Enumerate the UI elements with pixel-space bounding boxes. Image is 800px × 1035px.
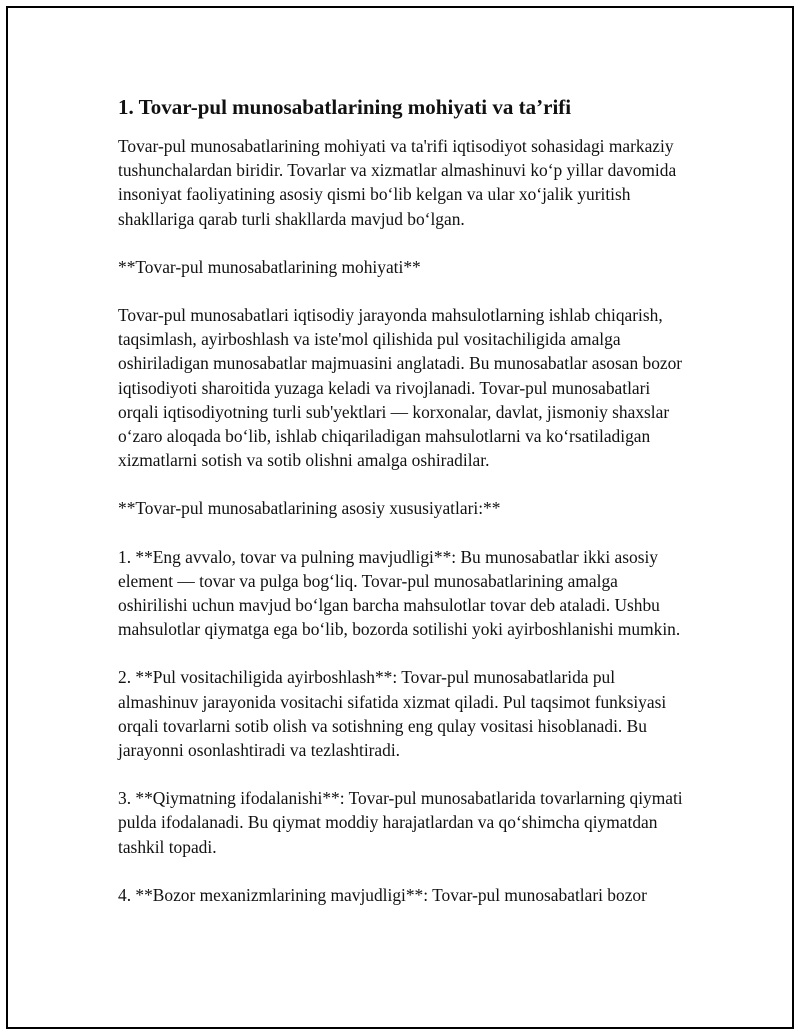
paragraph-intro: Tovar-pul munosabatlarining mohiyati va ta'rifi iqtisodiyot sohasidagi markaziy tushunchalardan biridir. Tovarlar va xizmatlar almashinuvi ko‘p yillar davomida insoniyat faoliyatining asosiy qismi bo‘lib kelgan va ular xo‘jalik yuritish shakllariga qarab turli shakllarda mavjud bo‘lgan. (118, 136, 677, 229)
section-heading: 1. Tovar-pul munosabatlarining mohiyati va ta’rifi (118, 95, 572, 119)
list-item-1: 1. **Eng avvalo, tovar va pulning mavjudligi**: Bu munosabatlar ikki asosiy element — tovar va pulga bog‘liq. Tovar-pul munosabatlarining amalga oshirilishi uchun mavjud bo‘lgan barcha mahsulotlar tovar deb ataladi. Ushbu mahsulotlar qiymatga ega bo‘lib, bozorda sotilishi yoki ayirboshlanishi mumkin. (118, 546, 681, 640)
paragraph-definition: Tovar-pul munosabatlari iqtisodiy jarayonda mahsulotlarning ishlab chiqarish, taqsimlash, ayirboshlash va iste'mol qilishida pul vositachiligida amalga oshiriladigan munosabatlar majmuasini anglatadi. Bu munosabatlar asosan bozor iqtisodiyoti sharoitida yuzaga keladi va rivojlanadi. Tovar-pul munosabatlari orqali iqtisodiyotning turli sub'yektlari — korxonalar, davlat, jismoniy shaxslar o‘zaro aloqada bo‘lib, ishlab chiqariladigan mahsulotlarni va ko‘rsatiladigan xizmatlarni sotish va sotib olishni amalga oshiradilar. (118, 305, 683, 471)
list-item-4: 4. **Bozor mexanizmlarining mavjudligi**: Tovar-pul munosabatlari bozor (118, 884, 647, 905)
subheading-xususiyatlari: **Tovar-pul munosabatlarining asosiy xususiyatlari:** (118, 498, 501, 519)
subheading-mohiyati: **Tovar-pul munosabatlarining mohiyati** (118, 256, 421, 277)
list-item-2: 2. **Pul vositachiligida ayirboshlash**: Tovar-pul munosabatlarida pul almashinuv jarayonida vositachi sifatida xizmat qiladi. Pul taqsimot funksiyasi orqali tovarlarni sotib olish va sotishning eng qulay vositasi hisoblanadi. Bu jarayonni osonlashtiradi va tezlashtiradi. (118, 667, 667, 761)
list-item-3: 3. **Qiymatning ifodalanishi**: Tovar-pul munosabatlarida tovarlarning qiymati pulda ifodalanadi. Bu qiymat moddiy harajatlardan va qo‘shimcha qiymatdan tashkil topadi. (118, 788, 683, 857)
document-body (118, 94, 688, 931)
